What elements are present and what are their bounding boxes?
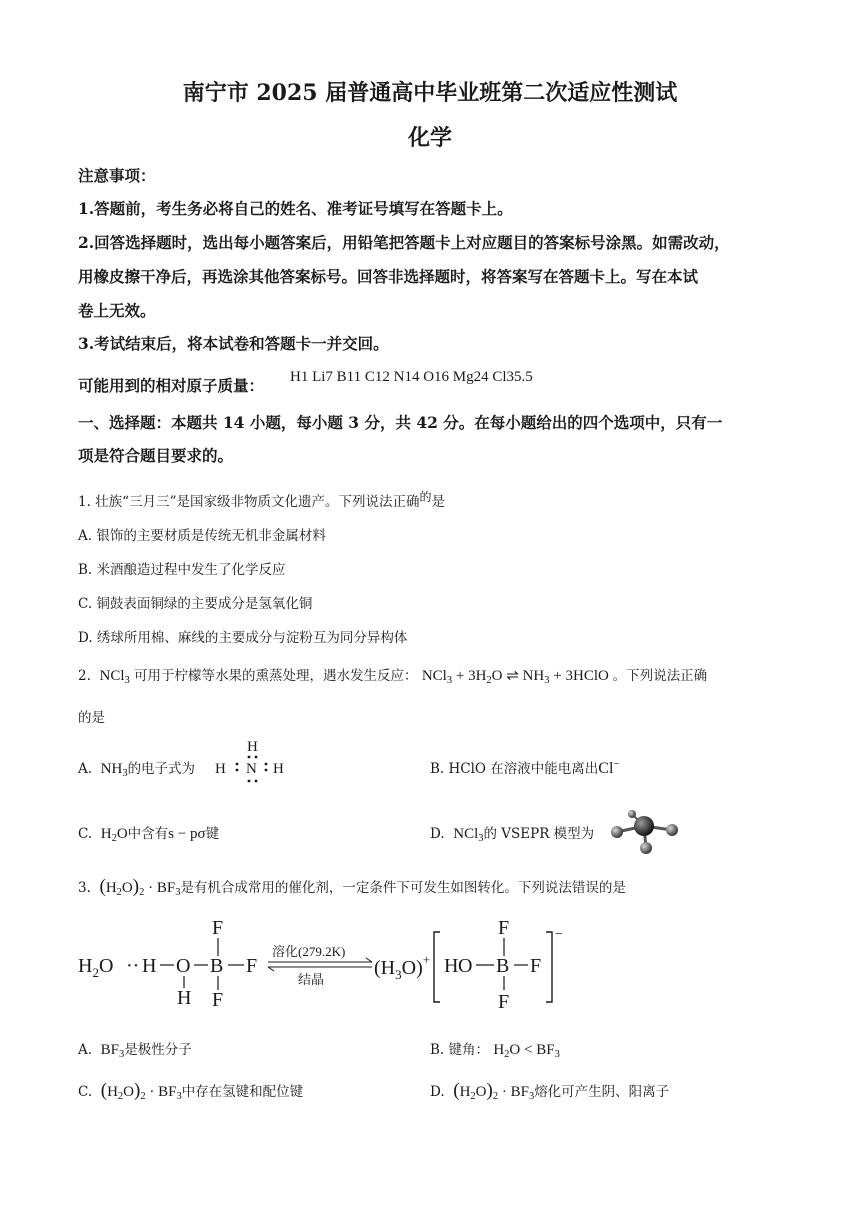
atomic-mass-values: H1 Li7 B11 C12 N14 O16 Mg24 Cl35.5 [290, 369, 533, 385]
q2-option-b: B. HClO 在溶液中能电离出Cl− [430, 758, 620, 777]
q3-option-c: C. $(H_2O)_2 \cdot BF_3$中存在氢键和配位键 [78, 1080, 304, 1102]
svg-text:B: B [210, 955, 224, 977]
svg-text:O: O [458, 955, 473, 977]
svg-text:H: H [444, 955, 459, 977]
subject-title: 化学 [407, 125, 452, 151]
arrow-label-melt: 溶化(279.2K) [272, 944, 346, 959]
q1-option-c: C. 铜鼓表面铜绿的主要成分是氢氧化铜 [78, 596, 313, 612]
q2-option-c: C. $H_2O$中含有s − pσ键 [78, 826, 220, 844]
arrow-label-crystallize: 结晶 [298, 972, 325, 987]
svg-text:H: H [142, 955, 157, 977]
atomic-mass-label: 可能用到的相对原子质量： [78, 376, 265, 395]
nh3-electron-dot-structure [210, 736, 294, 792]
q1-stem: 1. 壮族“三月三”是国家级非物质文化遗产。下列说法正确的是 [78, 490, 445, 510]
page-title: 南宁市 2025 届普通高中毕业班第二次适应性测试 [182, 80, 678, 106]
section-1-line-2: 项是符合题目要求的。 [78, 446, 234, 465]
svg-text:F: F [530, 955, 542, 977]
hydrogen-bond-dots: ·· [126, 955, 140, 977]
h2o-left: $H_2O$ [78, 955, 114, 980]
note-item-2-line-3: 卷上无效。 [78, 301, 156, 320]
q1-option-d: D. 绣球所用棉、麻线的主要成分与淀粉互为同分异构体 [78, 630, 408, 646]
svg-text:H: H [177, 987, 192, 1009]
q2-option-a: A. $NH_3$的电子式为 [78, 761, 196, 779]
svg-text:O: O [176, 955, 191, 977]
note-item-1: 1.答题前，考生务必将自己的姓名、准考证号填写在答题卡上。 [78, 199, 513, 218]
q3-stem: 3. $(H_2O)_2 \cdot BF_3$是有机合成常用的催化剂，一定条件下可发生如图转化。下列说法错误的是 [78, 876, 626, 898]
hydronium-ion: $(H_3O)^+$ [374, 952, 431, 982]
svg-text:F: F [212, 989, 224, 1011]
q3-option-a: A. $BF_3$是极性分子 [78, 1042, 192, 1060]
h-atom-left: H [215, 761, 226, 777]
note-item-2-line-2: 用橡皮擦干净后，再选涂其他答案标号。回答非选择题时，将答案写在答题卡上。写在本试 [78, 267, 699, 286]
vsepr-model-icon [606, 808, 682, 856]
equilibrium-arrow: ⇌ [506, 668, 519, 684]
svg-text:F: F [498, 917, 510, 939]
reaction-equation: $NCl_3 + 3H_2O$ ⇌ $NH_3$ + 3HClO [421, 668, 609, 686]
svg-text:−: − [555, 927, 563, 942]
bf3-transformation-diagram [76, 916, 576, 1012]
h-atom-top: H [247, 739, 258, 755]
svg-text:F: F [212, 917, 224, 939]
q2-option-d: D. NCl$_3$的 VSEPR 模型为 [430, 826, 595, 844]
q2-stem-line-2: 的是 [78, 710, 105, 726]
formula-ncl3: NCl$_3$ [99, 668, 130, 686]
svg-text:B: B [496, 955, 510, 977]
svg-text:F: F [246, 955, 258, 977]
q3-option-b: B. 键角： $H_2O < BF_3$ [430, 1042, 560, 1060]
note-item-3: 3.考试结束后，将本试卷和答题卡一并交回。 [78, 334, 389, 353]
notes-heading: 注意事项： [78, 166, 156, 185]
section-1-line-1: 一、选择题：本题共 14 小题，每小题 3 分，共 42 分。在每小题给出的四个选项中，只有一 [78, 413, 723, 432]
note-item-2-line-1: 2.回答选择题时，选出每小题答案后，用铅笔把答题卡上对应题目的答案标号涂黑。如需改动， [78, 233, 730, 252]
q2-stem: 2. NCl$_3$ 可用于柠檬等水果的熏蒸处理，遇水发生反应： $NCl_3 + 3H_2O$ ⇌ $NH_3$ + 3HClO 。下列说法正确 [78, 668, 708, 686]
q1-option-b: B. 米酒酿造过程中发生了化学反应 [78, 562, 286, 578]
h-atom-right: H [273, 761, 284, 777]
q1-option-a: A. 银饰的主要材质是传统无机非金属材料 [78, 528, 326, 544]
q3-option-d: D. $(H_2O)_2 \cdot BF_3$熔化可产生阴、阳离子 [430, 1080, 670, 1102]
n-atom: N [246, 761, 257, 777]
svg-text:F: F [498, 991, 510, 1012]
